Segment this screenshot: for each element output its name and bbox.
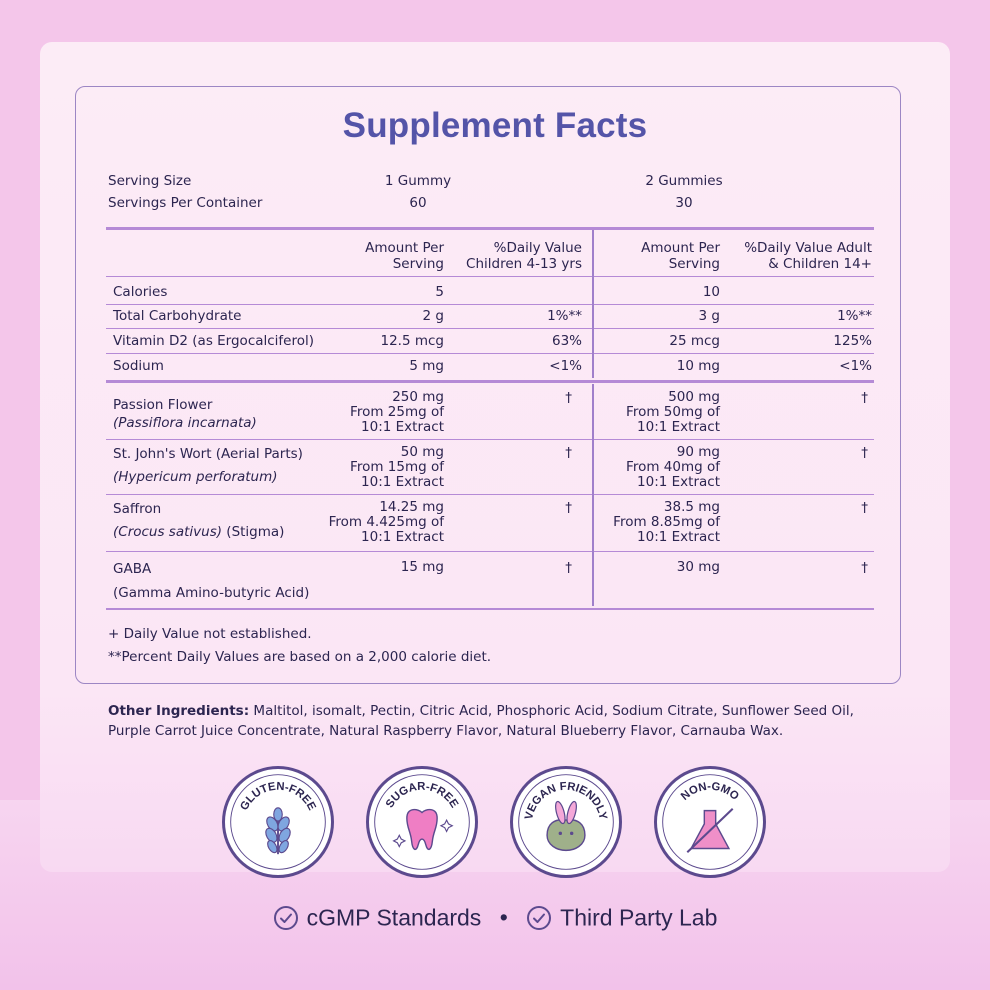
herb-latin-line	[113, 415, 257, 431]
herb-latin-name: (Passiflora incarnata)	[113, 415, 257, 431]
herb-amount-child	[401, 560, 444, 575]
flask-icon	[687, 809, 732, 853]
herb-amount-line: From 25mg of	[350, 404, 444, 420]
cgmp-standards: cGMP Standards	[306, 904, 482, 931]
herb-amount-adult	[677, 560, 720, 575]
nutrient-name: Vitamin D2 (as Ergocalciferol)	[113, 333, 315, 349]
badge-text: SUGAR-FREE	[383, 780, 461, 811]
dv-not-established-mark: †	[565, 390, 572, 406]
herb-name: St. John's Wort (Aerial Parts)	[113, 446, 303, 462]
serving-size-label: Serving Size	[108, 173, 192, 189]
herb-name: Saffron	[113, 501, 162, 517]
herb-amount-line: 10:1 Extract	[637, 529, 720, 545]
rule-section	[106, 380, 874, 383]
footnote-dv: + Daily Value not established.	[108, 626, 312, 642]
rule	[106, 551, 874, 552]
serving-size-adult: 2 Gummies	[645, 173, 723, 189]
dv-adult: 125%	[833, 333, 872, 349]
serving-size-child: 1 Gummy	[384, 173, 452, 189]
rule	[106, 304, 874, 305]
herb-amount-adult	[613, 500, 720, 545]
dv-adult: 1%**	[837, 308, 872, 324]
herb-latin-name: (Hypericum perforatum)	[113, 469, 278, 485]
herb-amount-line: 90 mg	[676, 444, 720, 460]
badge-label	[679, 781, 741, 803]
amount-adult: 25 mcg	[669, 333, 720, 349]
quality-claims	[0, 903, 990, 931]
herb-amount-line: 38.5 mg	[663, 499, 720, 515]
herb-amount-line: 10:1 Extract	[361, 419, 444, 435]
herb-latin-line	[113, 524, 284, 540]
header-amount-child: Amount Per Serving	[365, 240, 444, 272]
dv-child: 1%**	[547, 308, 582, 324]
herb-amount-line: From 40mg of	[626, 459, 720, 475]
dv-not-established-mark: †	[861, 390, 868, 406]
dv-child: <1%	[549, 358, 582, 374]
header-amount-adult: Amount Per Serving	[641, 240, 720, 272]
herb-latin-line	[113, 469, 278, 485]
third-party-lab: Third Party Lab	[560, 904, 718, 931]
separator-dot: •	[499, 904, 508, 931]
nutrient-name: Calories	[113, 284, 168, 300]
other-ingredients	[108, 701, 898, 741]
tooth-icon	[394, 810, 453, 850]
badge-text: VEGAN FRIENDLY	[523, 780, 609, 821]
dv-adult: <1%	[839, 358, 872, 374]
dv-not-established-mark: †	[861, 560, 868, 576]
rule	[106, 439, 874, 440]
column-divider	[592, 230, 594, 378]
nutrient-name: Sodium	[113, 358, 164, 374]
amount-child: 5 mg	[409, 358, 444, 374]
dv-not-established-mark: †	[565, 445, 572, 461]
herb-amount-line: From 50mg of	[626, 404, 720, 420]
herb-amount-child	[329, 500, 444, 545]
footnote-percent: **Percent Daily Values are based on a 2,000 calorie diet.	[108, 649, 492, 665]
herb-amount-line: 10:1 Extract	[361, 474, 444, 490]
badge-sugar-free	[366, 766, 478, 878]
herb-amount-child	[350, 390, 444, 435]
header-dv-child: %Daily Value Children 4-13 yrs	[466, 240, 582, 272]
herb-amount-line: 14.25 mg	[379, 499, 444, 515]
rule	[106, 353, 874, 354]
herb-amount-child	[350, 445, 444, 490]
dv-not-established-mark: †	[861, 500, 868, 516]
herb-amount-line: 10:1 Extract	[361, 529, 444, 545]
rule	[106, 328, 874, 329]
herb-amount-line: 10:1 Extract	[637, 474, 720, 490]
herb-amount-line: 500 mg	[668, 389, 720, 405]
herb-amount-adult	[626, 445, 720, 490]
dv-child: 63%	[551, 333, 582, 349]
herb-latin-line	[113, 585, 309, 601]
badge-label	[523, 781, 609, 821]
rule-bottom	[106, 608, 874, 610]
header-dv-adult: %Daily Value Adult & Children 14+	[744, 240, 872, 272]
check-circle-icon	[526, 905, 552, 931]
badge-non-gmo	[654, 766, 766, 878]
badge-text: NON-GMO	[678, 780, 741, 803]
other-ingredients-label: Other Ingredients:	[108, 703, 250, 719]
herb-amount-line: From 8.85mg of	[613, 514, 720, 530]
rabbit-icon	[547, 801, 585, 851]
badge-gluten-free	[222, 766, 334, 878]
servings-per-container-adult: 30	[675, 195, 693, 211]
rule	[106, 494, 874, 495]
dv-not-established-mark: †	[565, 560, 572, 576]
herb-part: (Gamma Amino-butyric Acid)	[113, 585, 310, 601]
amount-child: 12.5 mcg	[380, 333, 444, 349]
herb-amount-line: 30 mg	[676, 559, 720, 575]
wheat-icon	[263, 808, 292, 854]
amount-adult: 10	[702, 284, 720, 300]
check-circle-icon	[273, 905, 299, 931]
herb-amount-line: 250 mg	[392, 389, 444, 405]
herb-amount-line: 50 mg	[400, 444, 444, 460]
servings-per-container-child: 60	[409, 195, 427, 211]
herb-amount-line: 15 mg	[400, 559, 444, 575]
amount-adult: 3 g	[698, 308, 720, 324]
badge-vegan-friendly	[510, 766, 622, 878]
nutrient-name: Total Carbohydrate	[113, 308, 242, 324]
panel-title: Supplement Facts	[342, 106, 648, 145]
amount-child: 2 g	[422, 308, 444, 324]
herb-amount-line: 10:1 Extract	[637, 419, 720, 435]
servings-per-container-label: Servings Per Container	[108, 195, 263, 211]
herb-name: Passion Flower	[113, 397, 213, 413]
herb-amount-adult	[626, 390, 720, 435]
amount-child: 5	[435, 284, 444, 300]
herb-amount-line: From 15mg of	[350, 459, 444, 475]
herb-name: GABA	[113, 561, 152, 577]
badge-label	[384, 781, 461, 811]
rule-top	[106, 227, 874, 230]
badge-text: GLUTEN-FREE	[238, 780, 318, 813]
rule-header	[106, 276, 874, 277]
column-divider	[592, 384, 594, 606]
herb-part: (Stigma)	[222, 524, 285, 540]
dv-not-established-mark: †	[565, 500, 572, 516]
dv-not-established-mark: †	[861, 445, 868, 461]
herb-amount-line: From 4.425mg of	[328, 514, 444, 530]
amount-adult: 10 mg	[676, 358, 720, 374]
other-ingredients-text: Maltitol, isomalt, Pectin, Citric Acid, Phosphoric Acid, Sodium Citrate, Sunflower Seed Oil, Purple Carrot Juice Concentrate, Natural Raspberry Flavor, Natural Blueberry Flavor, Carnauba Wax.	[108, 703, 854, 739]
herb-latin-name: (Crocus sativus)	[113, 524, 223, 540]
